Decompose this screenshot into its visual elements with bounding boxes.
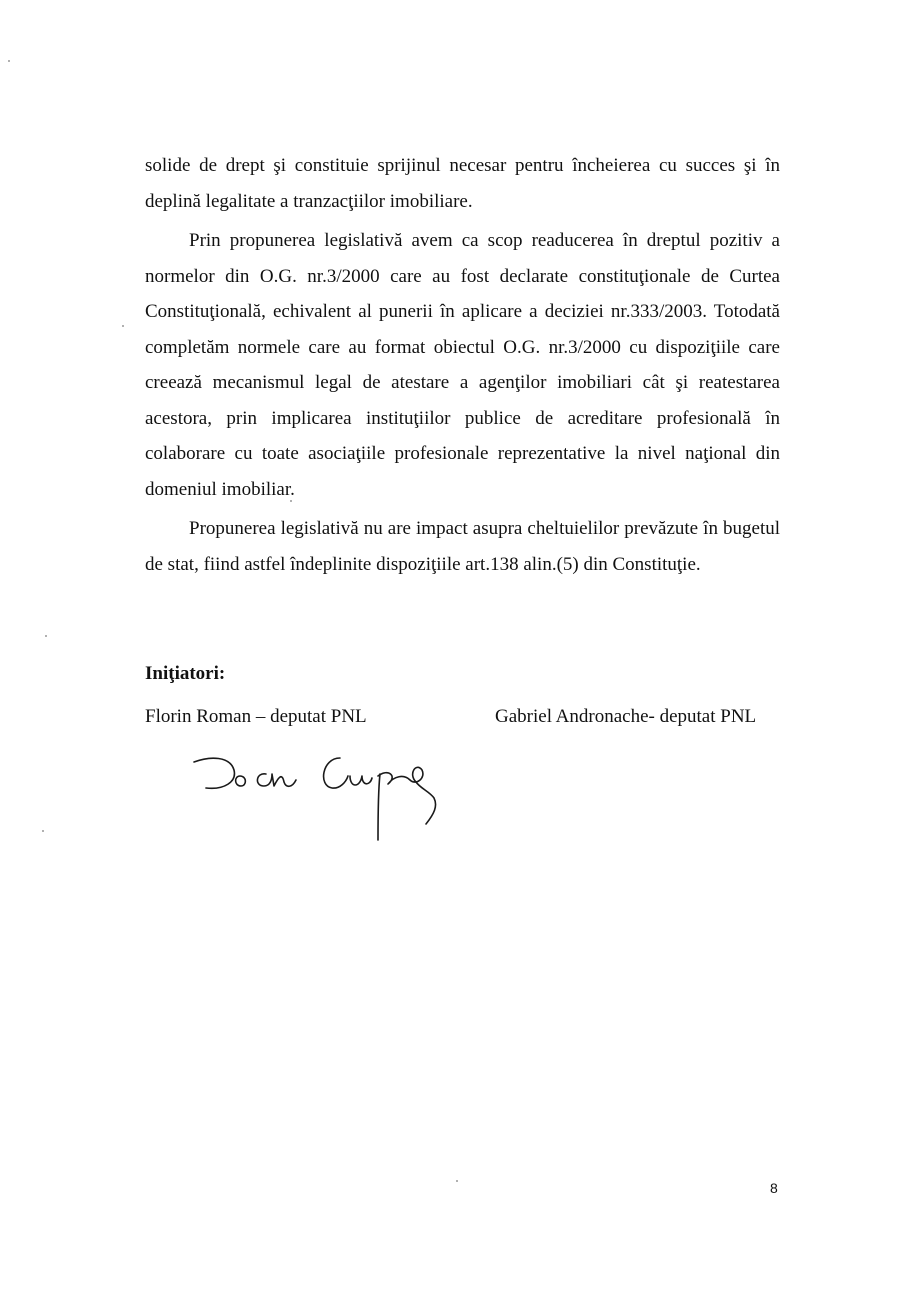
scan-speck bbox=[42, 830, 44, 832]
paragraph-purpose: Prin propunerea legislativă avem ca scop readucerea în dreptul pozitiv a normelor din O.G. nr.3/2000 care au fost declarate constituţionale de Curtea Constituţională, echivalent al punerii în aplicare a deciziei nr.333/2003. Totodată completăm normele care au format obiectul O.G. nr.3/2000 cu dispoziţiile care creează mecanismul legal de atestare a agenţilor imobiliari cât şi reatestarea acestora, prin implicarea instituţiilor publice de acreditare profesională în colaborare cu toate asociaţiile profesionale reprezentative la nivel naţional din domeniul imobiliar. bbox=[145, 230, 780, 500]
scan-speck bbox=[290, 500, 292, 502]
initiators-heading: Iniţiatori: bbox=[145, 663, 226, 684]
page-number: 8 bbox=[770, 1180, 778, 1196]
initiator-gabriel-andronache: Gabriel Andronache- deputat PNL bbox=[495, 706, 757, 727]
paragraph-continuation: solide de drept şi constituie sprijinul necesar pentru încheierea cu succes şi în deplină legalitate a tranzacţiilor imobiliare. bbox=[145, 155, 780, 212]
scan-speck bbox=[8, 60, 10, 62]
body-text bbox=[145, 148, 780, 582]
initiator-florin-roman: Florin Roman – deputat PNL bbox=[145, 706, 367, 727]
handwritten-signature bbox=[190, 748, 460, 848]
scan-speck bbox=[45, 635, 47, 637]
paragraph-budget-impact: Propunerea legislativă nu are impact asupra cheltuielilor prevăzute în bugetul de stat, fiind astfel îndeplinite dispoziţiile art.138 alin.(5) din Constituţie. bbox=[145, 518, 780, 575]
scan-speck bbox=[122, 325, 124, 327]
scan-speck bbox=[456, 1180, 458, 1182]
